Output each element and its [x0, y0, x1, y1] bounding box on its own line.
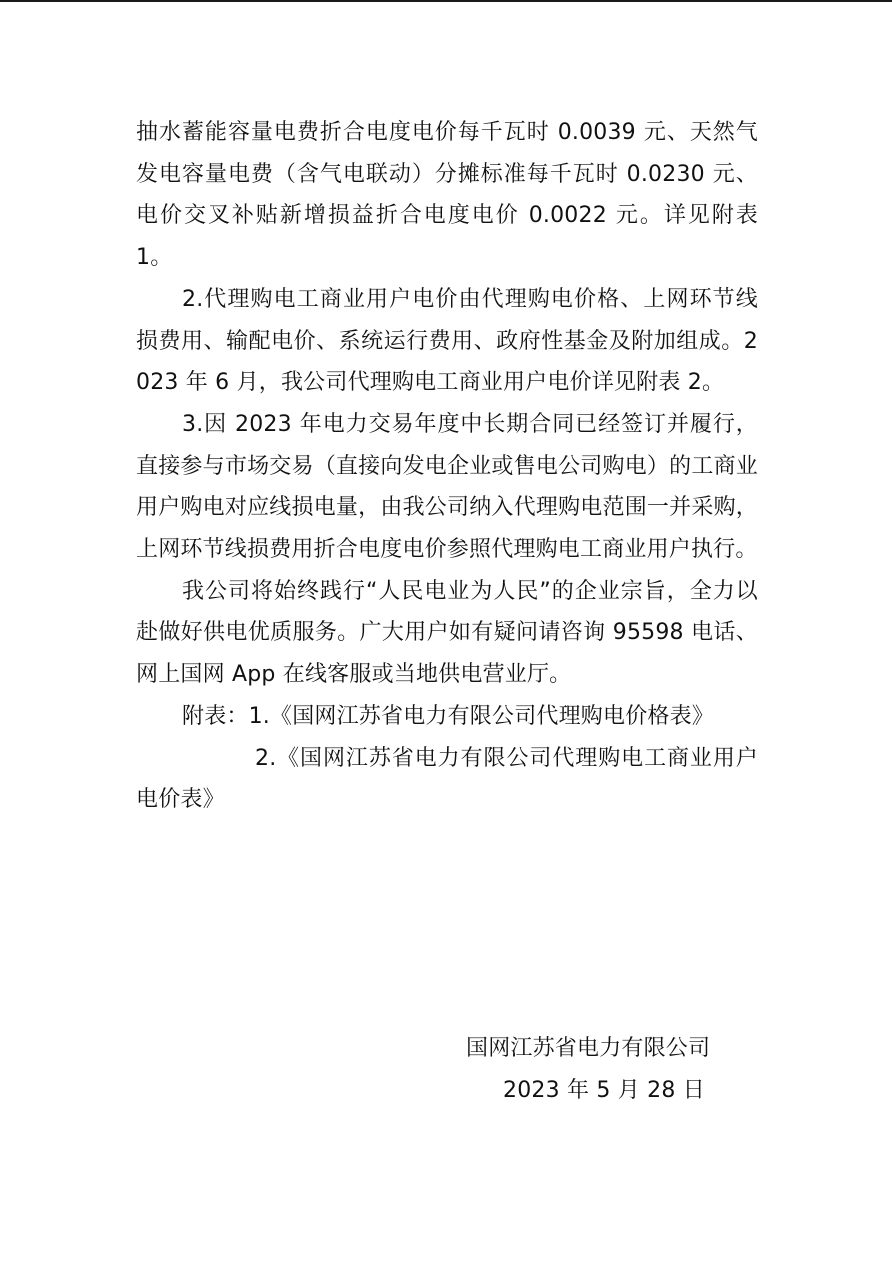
- paragraph-item-3: 3.因 2023 年电力交易年度中长期合同已经签订并履行，直接参与市场交易（直接向发电企业或售电公司购电）的工商业用户购电对应线损电量，由我公司纳入代理购电范围一并采购，上网环节线损费用折合电度电价参照代理购电工商业用户执行。: [136, 411, 758, 563]
- signature-block: [466, 1028, 766, 1111]
- document-body: [136, 112, 758, 821]
- paragraph-item-2: 2.代理购电工商业用户电价由代理购电价格、上网环节线损费用、输配电价、系统运行费用、政府性基金及附加组成。2023 年 6 月，我公司代理购电工商业用户电价详见附表 2。: [136, 286, 758, 396]
- attachment-title-1: 1.《国网江苏省电力有限公司代理购电价格表》: [248, 703, 715, 729]
- attachment-item-1: [136, 696, 758, 738]
- paragraph-closing: 我公司将始终践行“人民电业为人民”的企业宗旨，全力以赴做好供电优质服务。广大用户如有疑问请咨询 95598 电话、网上国网 App 在线客服或当地供电营业厅。: [136, 578, 758, 688]
- signature-organization: 国网江苏省电力有限公司: [466, 1036, 711, 1061]
- paragraph-continuation: 抽水蓄能容量电费折合电度电价每千瓦时 0.0039 元、天然气发电容量电费（含气电联动）分摊标准每千瓦时 0.0230 元、电价交叉补贴新增损益折合电度电价 0.0022 元。详见附表 1。: [136, 120, 758, 271]
- top-border-line: [0, 0, 892, 2]
- attachments-label: 附表：: [182, 703, 249, 729]
- signature-date: 2023 年 5 月 28 日: [503, 1077, 705, 1103]
- attachments-block: [136, 696, 758, 821]
- attachment-item-2: 2.《国网江苏省电力有限公司代理购电工商业用户电价表》: [136, 745, 758, 813]
